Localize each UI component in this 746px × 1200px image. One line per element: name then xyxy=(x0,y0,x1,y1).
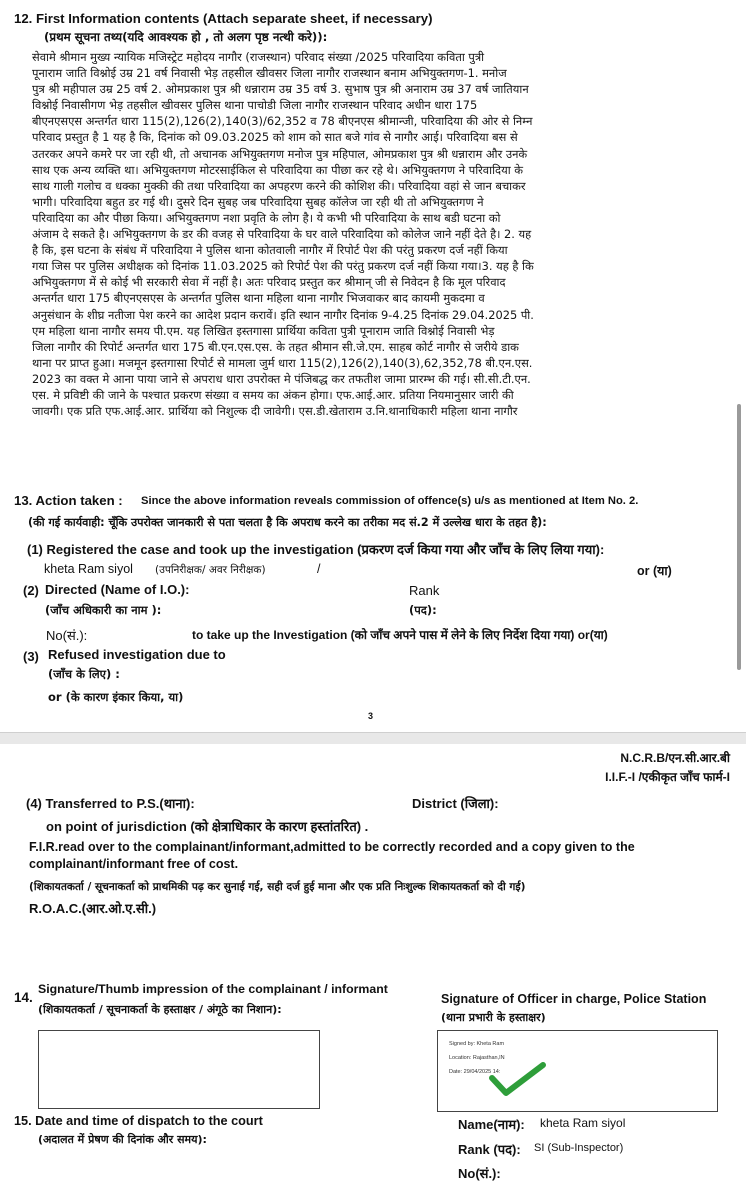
item-2-label: Directed (Name of I.O.): xyxy=(45,582,190,597)
fir-content-line: अंजाम दे सकते है। अभियुक्तगण के डर की वजह से परिवादिया के घर वाले परिवादिया को कोलेज जाने नहीं देते है। 2. यह xyxy=(32,227,532,242)
officer-name-value: kheta Ram siyol xyxy=(540,1116,626,1130)
fir-content-line: एम महिला थाना नागौर समय पी.एम. यह लिखित इस्तगासा प्रार्थिया कविता पुत्री पूनाराम जाति विश्नोई निवासी भेड़ xyxy=(32,323,495,338)
no-text: to take up the Investigation (को जाँच अपने पास में लेने के लिए निर्देश दिया गया) or(या) xyxy=(192,628,608,642)
fir-read-hindi: (शिकायतकर्ता / सूचनाकर्ता को प्राथमिकी पढ़ कर सुनाई गई, सही दर्ज हुई माना और एक प्रति निःशुल्क शिकायतकर्ता को दी गई) xyxy=(29,881,526,893)
complainant-signature-box[interactable] xyxy=(38,1030,320,1109)
fir-content-line: अनुसंधान के शीघ्र नतीजा पेश करने का आदेश प्रदान करावें। इति स्थान नागौर दिनांक 9-4.25 दिनांक 29.04.2025 पी. xyxy=(32,307,534,322)
item-4-transferred: (4) Transferred to P.S.(थाना): xyxy=(26,796,195,811)
fir-content-line: भागी। परिवादिया बहुत डर गई थी। दुसरे दिन सुबह जब परिवादिया सुबह कॉलेज जा रही थी तो अभियुक्तगण ने xyxy=(32,194,484,209)
no-label: No(सं.): xyxy=(46,628,88,643)
rank-hindi: (पद): xyxy=(409,603,437,617)
item-3-label: Refused investigation due to xyxy=(48,647,226,662)
signed-by-text: Signed by: Kheta Ram xyxy=(449,1041,505,1047)
date-text: Date: 29/04/2025 14: xyxy=(449,1069,501,1075)
iif-header: I.I.F.-I /एकीकृत जाँच फार्म-I xyxy=(605,770,730,784)
officer-signature-label: Signature of Officer in charge, Police Station xyxy=(441,992,707,1006)
section-13-desc: Since the above information reveals commission of offence(s) u/s as mentioned at Item No. 2. xyxy=(141,495,639,507)
item-3-number: (3) xyxy=(23,649,39,664)
or-ya: or (या) xyxy=(637,564,672,578)
section-15-hindi: (अदालत में प्रेषण की दिनांक और समय): xyxy=(38,1133,207,1146)
section-15-label: 15. Date and time of dispatch to the court xyxy=(14,1114,263,1128)
officer-no-label: No(सं.): xyxy=(458,1166,501,1181)
fir-content-line: गया जिस पर पुलिस अधीक्षक को दिनांक 11.03.2025 को रिपोर्ट पेश की परंतु प्रकरण दर्ज नहीं किया गया।3. यह है कि xyxy=(32,259,534,274)
fir-content-line: 2023 का वक्त मे आना पाया जाने से अपराध धारा उपरोक्त मे पंजिबद्ध कर तफतीश जामा प्रारम्भ की गई। सी.सी.टी.एन. xyxy=(32,371,531,386)
fir-content-line: थाना पर प्राप्त हुआ। मजमून इस्तगासा रिपोर्ट से मामला जुर्म धारा 115(2),126(2),140(3),62,352,78 बी.एन.एस. xyxy=(32,355,533,370)
section-12-subtitle: (प्रथम सूचना तथ्य(यदि आवश्यक हो , तो अलग पृष्ठ नत्थी करे)): xyxy=(44,30,328,44)
section-13-hindi: (की गई कार्यवाही: चूँकि उपरोक्त जानकारी से पता चलता है कि अपराध करने का तरीका मद सं.2 में उल्लेख धारा के तहत है): xyxy=(28,516,547,529)
fir-content-line: बीएनएसएस अन्तर्गत धारा 115(2),126(2),140(3)/62,352 व 78 बीएनएस श्रीमान्जी, परिवादिया की ओर से निम्न xyxy=(32,114,533,129)
rank-label: Rank xyxy=(409,583,440,598)
item-2-number: (2) xyxy=(23,583,39,598)
fir-content-line: एस. मे प्रविष्टी की जाने के पश्चात प्रकरण संख्या व समय का अंकन होगा। एफ.आई.आर. प्रतिया नियमानुसार जारी की xyxy=(32,387,514,402)
page-number: 3 xyxy=(368,711,374,721)
slash: / xyxy=(317,562,321,576)
section-14-number: 14. xyxy=(14,990,33,1005)
officer-name-label: Name(नाम): xyxy=(458,1117,525,1132)
item-3-hindi: (जाँच के लिए) : xyxy=(48,667,120,681)
officer-rank-value: SI (Sub-Inspector) xyxy=(534,1142,624,1154)
section-14-label: Signature/Thumb impression of the complainant / informant xyxy=(38,982,388,996)
ncrb-header: N.C.R.B/एन.सी.आर.बी xyxy=(620,751,730,765)
officer-rank-label: Rank (पद): xyxy=(458,1142,521,1157)
officer-signature-hindi: (थाना प्रभारी के हस्ताक्षर) xyxy=(441,1011,546,1024)
fir-content-line: साथ गाली गलोच व धक्का मुक्की की तथा परिवादिया का अपहरण करने की कोशिश की। परिवादिया वहां से जान बचाकर xyxy=(32,178,526,193)
location-text: Location: Rajasthan,IN xyxy=(449,1055,505,1061)
fir-content-line: सेवामे श्रीमान मुख्य न्यायिक मजिस्ट्रेट महोदय नागौर (राजस्थान) परिवाद संख्या /2025 परिवादिया कविता पुत्री xyxy=(32,50,485,64)
jurisdiction-text: on point of jurisdiction (को क्षेत्राधिकार के कारण हस्तांतरित) . xyxy=(46,819,369,834)
fir-content-line: पूनाराम जाति विश्नोई उम्र 21 वर्ष निवासी भेड़ तहसील खीवसर जिला नागौर राजस्थान बनाम अभियुक्तगण-1. मनोज xyxy=(32,66,507,81)
fir-read-line-1: F.I.R.read over to the complainant/informant,admitted to be correctly recorded and a copy given to the xyxy=(29,840,635,854)
district-label: District (जिला): xyxy=(412,796,499,811)
roac-label: R.O.A.C.(आर.ओ.ए.सी.) xyxy=(29,901,157,916)
officer-name: kheta Ram siyol xyxy=(44,562,133,576)
officer-rank-hindi: (उपनिरीक्षक/ अवर निरीक्षक) xyxy=(155,564,266,576)
fir-content-line: परिवाद प्रस्तुत है 1 यह है कि, दिनांक को 09.03.2025 को शाम को सात बजे गांव से नागौर आई। परिवादिया बस से xyxy=(32,130,518,145)
fir-content-line: अभियुक्तगण में से कोई भी सरकारी सेवा में नहीं है। अतः परिवाद प्रस्तुत कर श्रीमान् जी से निवेदन है कि मूल परिवाद xyxy=(32,275,506,290)
fir-content-line: साथ एक अन्य व्यक्ति था। अभियुक्तगण मोटरसाईकिल से परिवादिया का पीछा कर रहे थे। अभियुक्तगण ने परिवादिया के xyxy=(32,162,524,177)
section-14-hindi: (शिकायतकर्ता / सूचनाकर्ता के हस्ताक्षर / अंगूठे का निशान): xyxy=(38,1003,282,1016)
first-information-contents xyxy=(32,49,708,419)
fir-content-line: जावगी। एक प्रति एफ.आई.आर. प्रार्थिया को निशुल्क दी जावेगी। एस.डी.खेताराम उ.नि.थानाधिकारी महिला थाना नागौर xyxy=(32,404,518,419)
officer-signature-box xyxy=(437,1030,718,1112)
section-13-title: 13. Action taken : xyxy=(14,493,123,508)
action-item-1: (1) Registered the case and took up the investigation (प्रकरण दर्ज किया गया और जाँच के लिए लिया गया): xyxy=(27,542,605,557)
item-3-reason: or (के कारण इंकार किया, या) xyxy=(48,690,184,704)
fir-page-2 xyxy=(0,744,746,1200)
digital-signature-checkmark-icon xyxy=(488,1061,548,1099)
fir-content-line: जिला नागौर की रिपोर्ट अन्तर्गत धारा 175 बी.एन.एस.एस. के तहत श्रीमान सी.जे.एम. साहब कोर्ट नागौर से जरीये डाक xyxy=(32,339,519,354)
section-12-title: 12. First Information contents (Attach separate sheet, if necessary) xyxy=(14,11,433,26)
fir-content-line: है कि, इस घटना के संबंध में परिवादिया ने पुलिस थाना कोतवाली नागौर में रिपोर्ट पेश की परंतु प्रकरण दर्ज नहीं किया xyxy=(32,243,508,258)
fir-content-line: परिवादिया का और पीछा किया। अभियुक्तगण नशा प्रवृति के लोग है। ये कभी भी परिवादिया के साथ बडी घटना को xyxy=(32,210,501,225)
scrollbar[interactable] xyxy=(737,404,741,670)
fir-content-line: अन्तर्गत धारा 175 बीएनएसएस के अन्तर्गत पुलिस थाना महिला थाना नागौर भिजवाकर बाद कायमी मुकदमा व xyxy=(32,291,485,306)
fir-content-line: पुत्र श्री महीपाल उम्र 25 वर्ष 2. ओमप्रकाश पुत्र श्री धन्नाराम उम्र 35 वर्ष 3. सुभाष पुत्र श्री अनाराम उम्र 37 वर्ष जातियान xyxy=(32,82,529,97)
item-2-hindi: (जाँच अधिकारी का नाम ): xyxy=(45,603,162,617)
fir-read-line-2: complainant/informant free of cost. xyxy=(29,857,239,871)
fir-content-line: उतरकर अपने कमरे पर जा रही थी, तो अचानक अभियुक्तगण मनोज पुत्र महिपाल, ओमप्रकाश पुत्र श्री धन्नाराम और उनके xyxy=(32,146,528,161)
fir-content-line: विश्नोई निवासीगण भेड़ तहसील खीवसर पुलिस थाना पाचोडी जिला नागौर राजस्थान परिवाद अधीन धारा 175 xyxy=(32,98,478,113)
